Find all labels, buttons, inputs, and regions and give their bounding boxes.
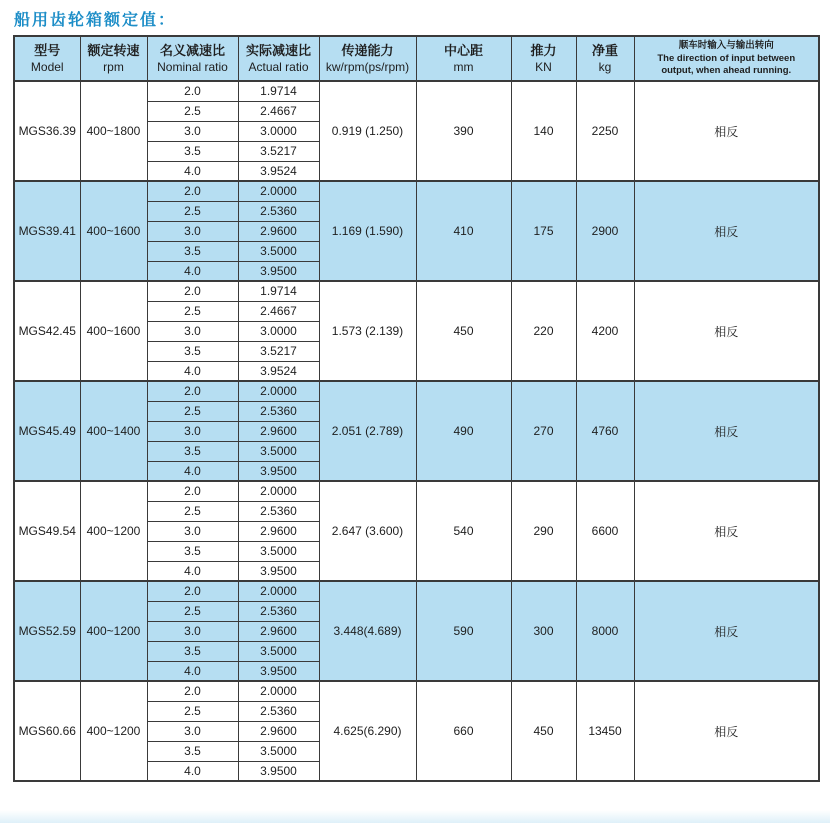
nominal-ratio-cell: 3.5 xyxy=(147,741,238,761)
direction-cell: 相反 xyxy=(634,181,819,281)
actual-ratio-cell: 3.9500 xyxy=(238,761,319,781)
table-row xyxy=(14,281,819,301)
nominal-ratio-cell: 3.5 xyxy=(147,141,238,161)
capacity-cell: 1.573 (2.139) xyxy=(319,281,416,381)
header-nominal-zh: 名义减速比 xyxy=(159,42,225,58)
actual-ratio-cell: 3.9500 xyxy=(238,461,319,481)
thrust-cell: 450 xyxy=(511,681,576,781)
capacity-cell: 2.051 (2.789) xyxy=(319,381,416,481)
nominal-ratio-cell: 3.5 xyxy=(147,641,238,661)
nominal-ratio-cell: 2.0 xyxy=(147,81,238,101)
actual-ratio-cell: 3.5000 xyxy=(238,241,319,261)
nominal-ratio-cell: 4.0 xyxy=(147,161,238,181)
actual-ratio-cell: 3.5217 xyxy=(238,341,319,361)
rated-speed-cell: 400~1600 xyxy=(80,281,147,381)
nominal-ratio-cell: 4.0 xyxy=(147,361,238,381)
actual-ratio-cell: 3.0000 xyxy=(238,321,319,341)
actual-ratio-cell: 3.9524 xyxy=(238,361,319,381)
direction-cell: 相反 xyxy=(634,681,819,781)
nominal-ratio-cell: 3.0 xyxy=(147,521,238,541)
weight-cell: 2900 xyxy=(576,181,634,281)
col-header-weight xyxy=(576,36,634,81)
nominal-ratio-cell: 2.5 xyxy=(147,101,238,121)
nominal-ratio-cell: 2.5 xyxy=(147,201,238,221)
table-row xyxy=(14,181,819,201)
actual-ratio-cell: 2.0000 xyxy=(238,481,319,501)
center-distance-cell: 490 xyxy=(416,381,511,481)
col-header-center-distance xyxy=(416,36,511,81)
header-model-en: Model xyxy=(30,60,64,75)
header-center-en: mm xyxy=(453,60,474,75)
header-capacity-zh: 传递能力 xyxy=(341,42,394,58)
actual-ratio-cell: 3.0000 xyxy=(238,121,319,141)
center-distance-cell: 590 xyxy=(416,581,511,681)
capacity-cell: 2.647 (3.600) xyxy=(319,481,416,581)
actual-ratio-cell: 2.5360 xyxy=(238,201,319,221)
actual-ratio-cell: 2.4667 xyxy=(238,301,319,321)
direction-cell: 相反 xyxy=(634,81,819,181)
nominal-ratio-cell: 4.0 xyxy=(147,461,238,481)
nominal-ratio-cell: 3.5 xyxy=(147,541,238,561)
model-cell: MGS45.49 xyxy=(14,381,80,481)
header-direction-zh: 顺车时输入与输出转向 xyxy=(678,40,774,52)
direction-cell: 相反 xyxy=(634,581,819,681)
actual-ratio-cell: 2.9600 xyxy=(238,221,319,241)
rated-speed-cell: 400~1200 xyxy=(80,681,147,781)
nominal-ratio-cell: 3.0 xyxy=(147,721,238,741)
weight-cell: 4200 xyxy=(576,281,634,381)
nominal-ratio-cell: 2.5 xyxy=(147,501,238,521)
nominal-ratio-cell: 2.5 xyxy=(147,701,238,721)
header-direction-en1: The direction of input between xyxy=(657,52,796,64)
weight-cell: 2250 xyxy=(576,81,634,181)
model-cell: MGS36.39 xyxy=(14,81,80,181)
nominal-ratio-cell: 2.5 xyxy=(147,401,238,421)
direction-cell: 相反 xyxy=(634,381,819,481)
nominal-ratio-cell: 2.0 xyxy=(147,581,238,601)
nominal-ratio-cell: 3.0 xyxy=(147,621,238,641)
nominal-ratio-cell: 2.0 xyxy=(147,381,238,401)
weight-cell: 6600 xyxy=(576,481,634,581)
weight-cell: 13450 xyxy=(576,681,634,781)
model-cell: MGS60.66 xyxy=(14,681,80,781)
center-distance-cell: 660 xyxy=(416,681,511,781)
actual-ratio-cell: 3.9524 xyxy=(238,161,319,181)
capacity-cell: 4.625(6.290) xyxy=(319,681,416,781)
actual-ratio-cell: 2.9600 xyxy=(238,421,319,441)
thrust-cell: 220 xyxy=(511,281,576,381)
nominal-ratio-cell: 2.5 xyxy=(147,601,238,621)
actual-ratio-cell: 1.9714 xyxy=(238,81,319,101)
nominal-ratio-cell: 2.0 xyxy=(147,281,238,301)
header-rpm-en: rpm xyxy=(103,60,124,75)
nominal-ratio-cell: 3.5 xyxy=(147,441,238,461)
gearbox-ratings-table xyxy=(13,35,820,782)
nominal-ratio-cell: 2.0 xyxy=(147,481,238,501)
capacity-cell: 3.448(4.689) xyxy=(319,581,416,681)
nominal-ratio-cell: 3.5 xyxy=(147,341,238,361)
bottom-fade-decoration xyxy=(0,810,830,823)
nominal-ratio-cell: 4.0 xyxy=(147,761,238,781)
direction-cell: 相反 xyxy=(634,281,819,381)
nominal-ratio-cell: 3.0 xyxy=(147,221,238,241)
actual-ratio-cell: 3.9500 xyxy=(238,661,319,681)
nominal-ratio-cell: 4.0 xyxy=(147,661,238,681)
rated-speed-cell: 400~1200 xyxy=(80,481,147,581)
actual-ratio-cell: 2.5360 xyxy=(238,701,319,721)
thrust-cell: 300 xyxy=(511,581,576,681)
nominal-ratio-cell: 2.0 xyxy=(147,681,238,701)
actual-ratio-cell: 2.0000 xyxy=(238,581,319,601)
weight-cell: 8000 xyxy=(576,581,634,681)
col-header-model xyxy=(14,36,80,81)
actual-ratio-cell: 2.5360 xyxy=(238,401,319,421)
header-center-zh: 中心距 xyxy=(443,42,483,58)
actual-ratio-cell: 2.9600 xyxy=(238,621,319,641)
center-distance-cell: 450 xyxy=(416,281,511,381)
actual-ratio-cell: 3.5000 xyxy=(238,441,319,461)
thrust-cell: 290 xyxy=(511,481,576,581)
thrust-cell: 270 xyxy=(511,381,576,481)
table-row xyxy=(14,481,819,501)
actual-ratio-cell: 2.9600 xyxy=(238,721,319,741)
actual-ratio-cell: 3.9500 xyxy=(238,261,319,281)
nominal-ratio-cell: 2.0 xyxy=(147,181,238,201)
actual-ratio-cell: 2.0000 xyxy=(238,681,319,701)
nominal-ratio-cell: 3.0 xyxy=(147,321,238,341)
rated-speed-cell: 400~1400 xyxy=(80,381,147,481)
capacity-cell: 1.169 (1.590) xyxy=(319,181,416,281)
thrust-cell: 140 xyxy=(511,81,576,181)
table-row xyxy=(14,81,819,101)
nominal-ratio-cell: 3.5 xyxy=(147,241,238,261)
table-row xyxy=(14,381,819,401)
header-direction-en2: output, when ahead running. xyxy=(661,64,792,76)
center-distance-cell: 390 xyxy=(416,81,511,181)
col-header-actual-ratio xyxy=(238,36,319,81)
actual-ratio-cell: 2.5360 xyxy=(238,601,319,621)
actual-ratio-cell: 2.5360 xyxy=(238,501,319,521)
rated-speed-cell: 400~1800 xyxy=(80,81,147,181)
page-title: 船用齿轮箱额定值： xyxy=(14,12,177,29)
center-distance-cell: 410 xyxy=(416,181,511,281)
nominal-ratio-cell: 3.0 xyxy=(147,421,238,441)
actual-ratio-cell: 3.9500 xyxy=(238,561,319,581)
table-row xyxy=(14,681,819,701)
weight-cell: 4760 xyxy=(576,381,634,481)
actual-ratio-cell: 2.0000 xyxy=(238,381,319,401)
actual-ratio-cell: 2.9600 xyxy=(238,521,319,541)
actual-ratio-cell: 2.0000 xyxy=(238,181,319,201)
model-cell: MGS39.41 xyxy=(14,181,80,281)
center-distance-cell: 540 xyxy=(416,481,511,581)
actual-ratio-cell: 3.5000 xyxy=(238,741,319,761)
header-thrust-en: KN xyxy=(535,60,552,75)
nominal-ratio-cell: 2.5 xyxy=(147,301,238,321)
header-weight-zh: 净重 xyxy=(591,42,618,58)
header-actual-en: Actual ratio xyxy=(248,60,309,75)
model-cell: MGS49.54 xyxy=(14,481,80,581)
header-nominal-en: Nominal ratio xyxy=(157,60,228,75)
header-actual-zh: 实际减速比 xyxy=(245,42,311,58)
header-model-zh: 型号 xyxy=(34,42,61,58)
actual-ratio-cell: 3.5217 xyxy=(238,141,319,161)
thrust-cell: 175 xyxy=(511,181,576,281)
col-header-nominal-ratio xyxy=(147,36,238,81)
actual-ratio-cell: 2.4667 xyxy=(238,101,319,121)
table-row xyxy=(14,581,819,601)
direction-cell: 相反 xyxy=(634,481,819,581)
spec-table-body xyxy=(14,81,819,781)
nominal-ratio-cell: 3.0 xyxy=(147,121,238,141)
col-header-capacity xyxy=(319,36,416,81)
header-weight-en: kg xyxy=(598,60,612,75)
rated-speed-cell: 400~1600 xyxy=(80,181,147,281)
header-rpm-zh: 额定转速 xyxy=(87,42,140,58)
header-thrust-zh: 推力 xyxy=(530,42,557,58)
nominal-ratio-cell: 4.0 xyxy=(147,261,238,281)
capacity-cell: 0.919 (1.250) xyxy=(319,81,416,181)
header-row xyxy=(14,36,819,81)
header-capacity-en: kw/rpm(ps/rpm) xyxy=(325,60,410,75)
actual-ratio-cell: 3.5000 xyxy=(238,641,319,661)
actual-ratio-cell: 3.5000 xyxy=(238,541,319,561)
nominal-ratio-cell: 4.0 xyxy=(147,561,238,581)
rated-speed-cell: 400~1200 xyxy=(80,581,147,681)
actual-ratio-cell: 1.9714 xyxy=(238,281,319,301)
model-cell: MGS52.59 xyxy=(14,581,80,681)
model-cell: MGS42.45 xyxy=(14,281,80,381)
col-header-direction xyxy=(634,36,819,81)
col-header-thrust xyxy=(511,36,576,81)
col-header-rpm xyxy=(80,36,147,81)
